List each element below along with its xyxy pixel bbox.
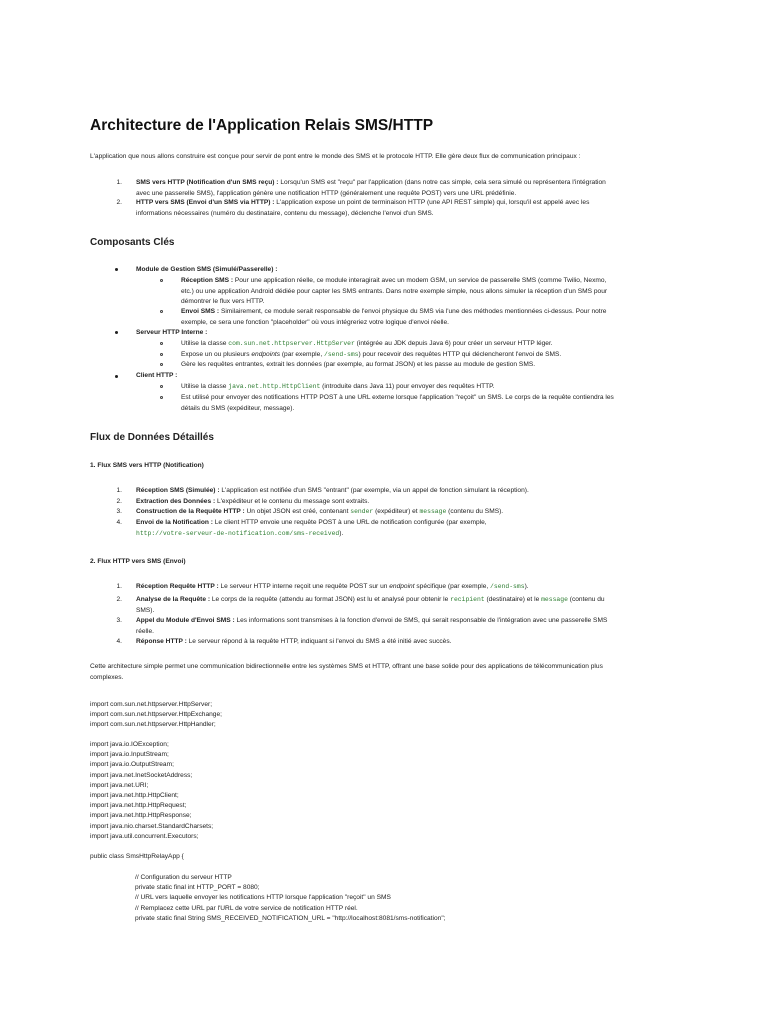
message-code: message [541, 596, 568, 603]
flow-2-item [136, 198, 696, 219]
component-server-label: Serveur HTTP Interne : [136, 329, 208, 336]
server-sub-1 [181, 339, 681, 350]
component-envoi [181, 307, 681, 328]
client-sub-2-text: Est utilisé pour envoyer des notifications HTTP POST à une URL externe lorsque l'application "reçoit" un SMS. Le corps de la requête contiendra les [181, 394, 614, 401]
code-line: import java.net.URI; [90, 781, 149, 789]
flux-heading: Flux de Données Détaillés [90, 432, 214, 443]
component-client-label: Client HTTP : [136, 372, 178, 379]
flux1-item-2-number: 2. [116, 498, 122, 505]
client-sub-1 [181, 382, 681, 393]
flux2-item-4-text: Le serveur répond à la requête HTTP, indiquant si l'envoi du SMS a été initié avec succès. [186, 638, 452, 645]
code-line: import java.net.http.HttpResponse; [90, 812, 192, 820]
flux2-item-2 [136, 595, 686, 616]
envoi-text-2: exemple, ce sera une fonction "placeholder" où vous intégreriez votre logique d'envoi réelle. [181, 318, 450, 326]
flux1-item-1-label: Réception SMS (Simulée) : [136, 487, 220, 494]
flux2-item-2-number: 2. [116, 596, 122, 603]
client-sub-1-text: Utilise la classe [181, 383, 229, 390]
circle-bullet-icon [160, 342, 163, 345]
flux1-item-2 [136, 497, 686, 508]
flux1-item-3-text-3: (contenu du SMS). [446, 508, 504, 515]
flux1-heading: 1. Flux SMS vers HTTP (Notification) [90, 462, 204, 469]
code-line: import java.net.InetSocketAddress; [90, 771, 193, 779]
flux2-item-3 [136, 616, 686, 637]
recipient-code: recipient [450, 596, 485, 603]
code-line: import com.sun.net.httpserver.HttpExchange; [90, 711, 222, 719]
flux2-item-1-number: 1. [116, 583, 122, 590]
flux2-item-2-label: Analyse de la Requête : [136, 596, 211, 603]
flow-1-item [136, 178, 696, 199]
flow-2-text-2: informations nécessaires (numéro du destinataire, contenu du message), déclenche l'envoi d'un SMS. [136, 209, 434, 217]
flow-1-text-2: avec une passerelle SMS), l'application génère une notification HTTP (généralement une requête POST) vers une URL prédéfinie. [136, 189, 517, 197]
reception-text-2: etc.) ou une application Android dédiée pour capter les SMS entrants. Dans notre exemple simple, nous allons simuler la réception d'un SMS pour [181, 287, 608, 295]
envoi-label: Envoi SMS : [181, 308, 220, 315]
flow-1-number: 1. [116, 179, 122, 186]
flow-2-number: 2. [116, 199, 122, 206]
flux1-item-3-label: Construction de la Requête HTTP : [136, 508, 245, 515]
notification-url-code: http://votre-serveur-de-notification.com/sms-received [136, 529, 340, 537]
server-sub-2-text-3: ) pour recevoir des requêtes HTTP qui déclencheront l'envoi de SMS. [358, 351, 562, 358]
flux1-item-3-text: Un objet JSON est créé, contenant [244, 508, 351, 515]
component-reception [181, 276, 681, 308]
flux2-item-2-text-4: SMS). [136, 606, 155, 614]
flux2-item-1-text-2: spécifique (par exemple, [414, 583, 491, 590]
client-sub-2 [181, 393, 681, 414]
intro-paragraph: L'application que nous allons construire est conçue pour servir de pont entre le monde des SMS et le protocole HTTP. Elle gère deux flux de communication principaux : [90, 153, 581, 160]
bullet-icon [115, 268, 118, 271]
flux1-item-2-text: L'expéditeur et le contenu du message sont extraits. [215, 498, 370, 505]
flux1-item-4-text: Le client HTTP envoie une requête POST à une URL de notification configurée (par exemple, [212, 519, 487, 526]
code-line: import java.io.InputStream; [90, 751, 169, 759]
class-declaration: public class SmsHttpRelayApp { [90, 853, 184, 860]
flux2-item-3-text-2: réelle. [136, 627, 154, 635]
message-code: message [419, 508, 447, 515]
endpoints-italic: endpoints [251, 351, 280, 358]
code-line: import java.net.http.HttpRequest; [90, 802, 187, 810]
endpoint-italic: endpoint [389, 583, 415, 590]
flux1-item-1 [136, 486, 686, 497]
flux1-item-3-number: 3. [116, 508, 122, 515]
flux2-item-2-text-2: (destinataire) et le [484, 596, 542, 603]
conclusion-text: Cette architecture simple permet une communication bidirectionnelle entre les systèmes SMS et HTTP, offrant une base solide pour des applications de télécommunication plus [90, 663, 603, 670]
flux1-item-1-text: L'application est notifiée d'un SMS "entrant" (par exemple, via un appel de fonction simulant la réception). [219, 487, 529, 494]
flux2-item-2-text-3: (contenu du [567, 596, 605, 603]
send-sms-code: /send-sms [323, 351, 359, 358]
code-line: import com.sun.net.httpserver.HttpServer; [90, 701, 213, 708]
code-line: // Configuration du serveur HTTP [135, 874, 232, 881]
flux2-item-1-label: Réception Requête HTTP : [136, 583, 219, 590]
flux2-item-1-text: Le serveur HTTP interne reçoit une requête POST sur un [218, 583, 390, 590]
bullet-icon [115, 375, 118, 378]
component-gestion-label: Module de Gestion SMS (Simulé/Passerelle) : [136, 266, 278, 273]
flux2-item-2-text: Le corps de la requête (attendu au format JSON) est lu et analysé pour obtenir le [210, 596, 451, 603]
send-sms-code: /send-sms [490, 583, 525, 590]
conclusion-text-2: complexes. [90, 673, 124, 681]
page-title: Architecture de l'Application Relais SMS/HTTP [90, 117, 434, 134]
code-line: // Remplacez cette URL par l'URL de votre service de notification HTTP réel. [135, 904, 358, 912]
flux2-heading: 2. Flux HTTP vers SMS (Envoi) [90, 558, 186, 565]
flux1-item-3 [136, 507, 686, 518]
code-line: import java.nio.charset.StandardCharsets; [90, 822, 214, 830]
code-line: import com.sun.net.httpserver.HttpHandler; [90, 721, 216, 729]
circle-bullet-icon [160, 396, 163, 399]
flux1-item-4-text-2: ). [339, 529, 344, 537]
flux2-item-3-text: Les informations sont transmises à la fonction d'envoi de SMS, qui serait responsable de l'intégration avec une passerelle SMS [234, 617, 608, 624]
code-line: private static final String SMS_RECEIVED_NOTIFICATION_URL = "http://localhost:8081/sms-notification"; [135, 914, 446, 922]
code-line: import java.io.IOException; [90, 741, 169, 748]
flux2-item-4-label: Réponse HTTP : [136, 638, 187, 645]
server-sub-1-text-2: (intégrée au JDK depuis Java 6) pour créer un serveur HTTP léger. [354, 340, 553, 347]
flux2-item-1 [136, 582, 686, 593]
flux1-item-4-label: Envoi de la Notification : [136, 519, 213, 526]
flow-1-label: SMS vers HTTP (Notification d'un SMS reçu) : [136, 179, 279, 186]
flux2-item-4 [136, 637, 686, 648]
code-line: import java.net.http.HttpClient; [90, 792, 179, 799]
circle-bullet-icon [160, 310, 163, 313]
flux1-item-4 [136, 518, 686, 539]
httpserver-code: com.sun.net.httpserver.HttpServer [228, 340, 355, 347]
server-sub-1-text: Utilise la classe [181, 340, 229, 347]
flux2-item-3-number: 3. [116, 617, 122, 624]
httpclient-code: java.net.http.HttpClient [228, 383, 321, 390]
flux1-item-4-number: 4. [116, 519, 122, 526]
flow-2-text: L'application expose un point de terminaison HTTP (une API REST simple) qui, lorsqu'il est appelé avec les [274, 199, 590, 206]
code-line: private static final int HTTP_PORT = 8080; [135, 884, 260, 892]
flux1-item-3-text-2: (expéditeur) et [373, 508, 420, 515]
server-sub-3: Gère les requêtes entrantes, extrait les données (par exemple, au format JSON) et les passe au module de gestion SMS. [181, 361, 536, 368]
reception-text: Pour une application réelle, ce module interagirait avec un modem GSM, un service de passerelle SMS (comme Twilio, Nexmo, [233, 277, 607, 284]
reception-text-3: démontrer le flux vers HTTP. [181, 298, 265, 305]
flow-1-text: Lorsqu'un SMS est "reçu" par l'application (dans notre cas simple, cela sera simulé ou représentera l'intégration [278, 179, 606, 186]
circle-bullet-icon [160, 385, 163, 388]
code-line: import java.util.concurrent.Executors; [90, 832, 199, 840]
envoi-text: Similairement, ce module serait responsable de l'envoi physique du SMS via l'une des méthodes mentionnées ci-dessus. Pour notre [219, 308, 607, 315]
reception-label: Réception SMS : [181, 277, 234, 284]
conclusion-paragraph [90, 662, 690, 683]
server-sub-2-text-2: (par exemple, [280, 351, 324, 358]
flux1-item-2-label: Extraction des Données : [136, 498, 216, 505]
sender-code: sender [350, 508, 374, 515]
circle-bullet-icon [160, 353, 163, 356]
flux1-item-1-number: 1. [116, 487, 122, 494]
client-sub-2-text-2: détails du SMS (expéditeur, message). [181, 404, 295, 412]
flux2-item-3-label: Appel du Module d'Envoi SMS : [136, 617, 235, 624]
server-sub-2-text: Expose un ou plusieurs [181, 351, 252, 358]
flux2-item-1-text-3: ). [524, 583, 529, 590]
client-sub-1-text-2: (introduite dans Java 11) pour envoyer des requêtes HTTP. [320, 383, 495, 390]
flow-2-label: HTTP vers SMS (Envoi d'un SMS via HTTP) : [136, 199, 275, 206]
circle-bullet-icon [160, 363, 163, 366]
code-line: import java.io.OutputStream; [90, 761, 174, 769]
circle-bullet-icon [160, 279, 163, 282]
code-line: // URL vers laquelle envoyer les notifications HTTP lorsque l'application "reçoit" un SMS [135, 894, 391, 902]
components-heading: Composants Clés [90, 237, 175, 248]
bullet-icon [115, 331, 118, 334]
server-sub-2 [181, 350, 681, 361]
flux2-item-4-number: 4. [116, 638, 122, 645]
